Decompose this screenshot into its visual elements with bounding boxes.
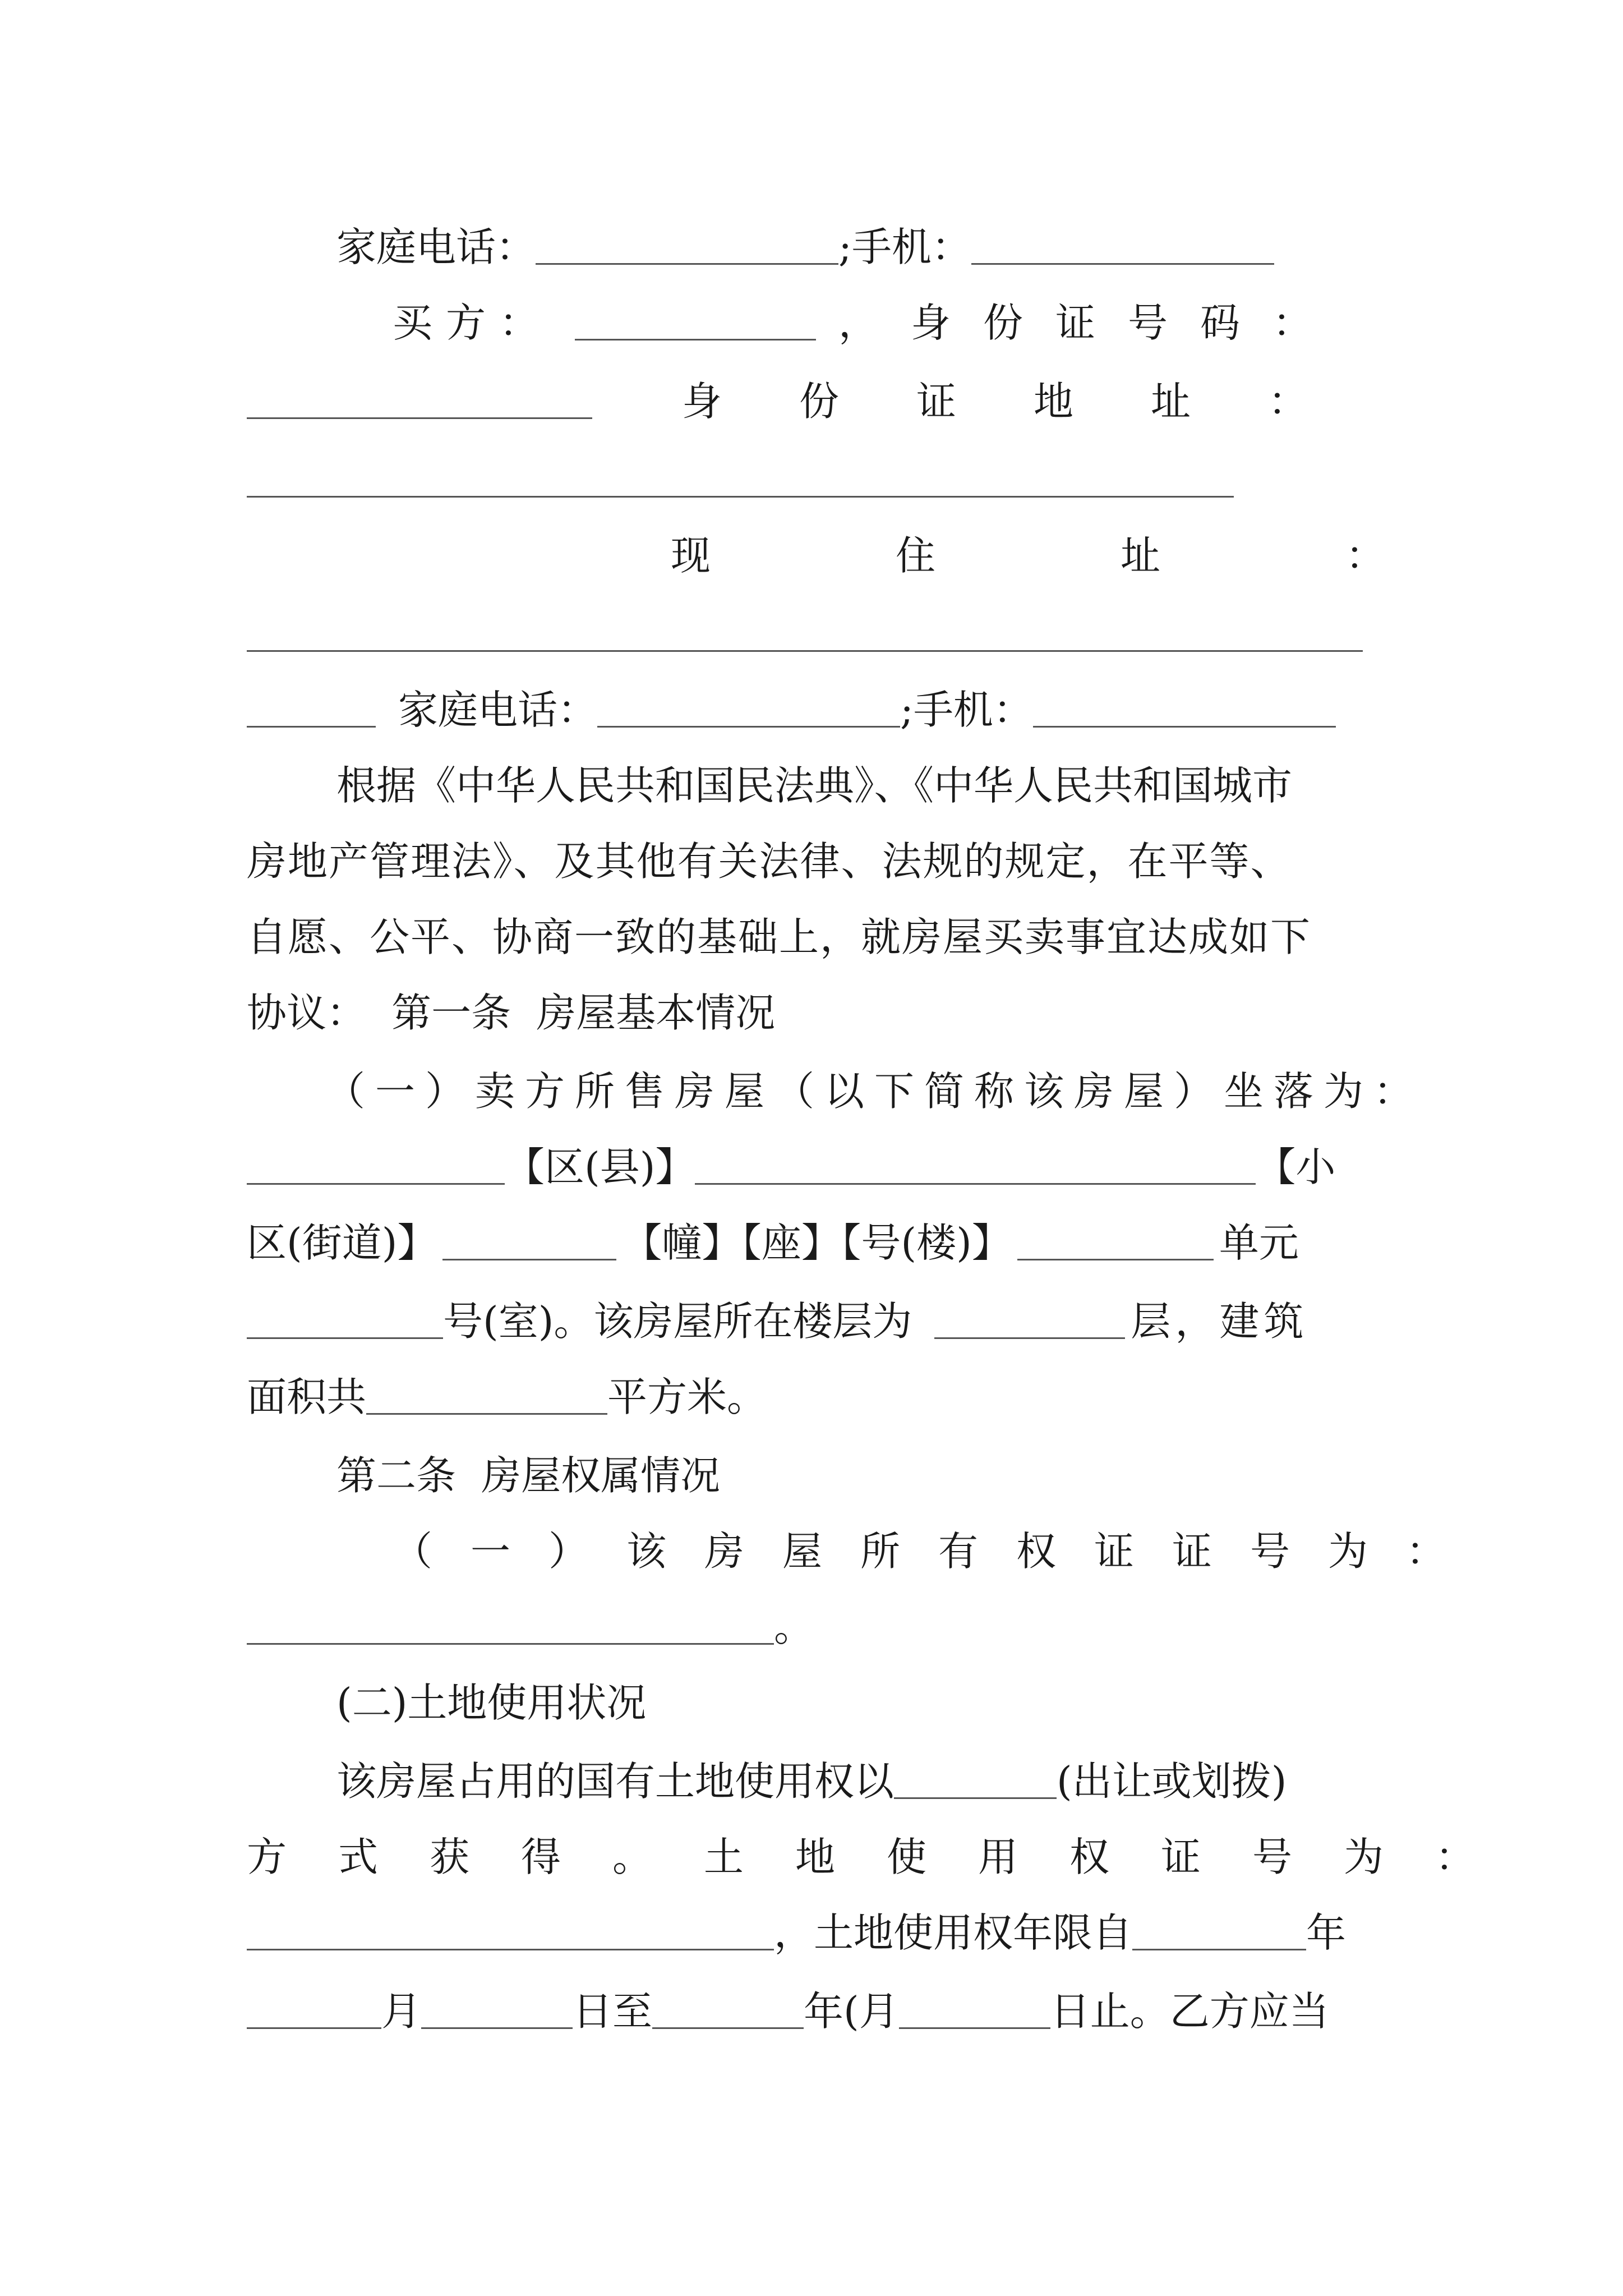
buyer-id-number-label: ，身份证号码： [838,300,1345,346]
buyer-current-address-blank [247,611,1363,652]
buyer-id-address-blank-line [247,443,1385,510]
area-prefix: 面积共 [247,1374,367,1420]
home-phone-blank [536,224,838,265]
mobile-label: ;手机： [838,224,971,270]
land-cert-blank [247,1910,774,1950]
year-label: 年 [1306,1910,1347,1956]
land-method-blank [894,1758,1057,1799]
land-line3-mid: ，土地使用权年限自 [774,1910,1133,1956]
floor-blank [934,1298,1125,1339]
buyer-current-address-label: 现住址： [670,532,1570,579]
unit-label: 单元 [1219,1220,1299,1266]
district-blank [695,1144,1256,1185]
article2-land-line-2: 方式获得。土地使用权证号为： [247,1834,1527,1880]
mobile-blank [971,224,1274,265]
day-end-label: 日止。乙方应当 [1050,1988,1329,2035]
community-label-part2: 区(街道)】 [247,1220,437,1266]
cert-blank [247,1604,774,1645]
area-suffix: 平方米。 [607,1374,767,1420]
buyer-current-address-line [247,519,1570,586]
article2-cert-line [247,1590,1385,1658]
preamble-line-1: 根据《中华人民共和国民法典》、《中华人民共和国城市 [336,762,1293,809]
community-blank [442,1220,616,1260]
buyer-id-address-line [247,365,1385,432]
preamble-line-3: 自愿、公平、协商一致的基础上，就房屋买卖事宜达成如下 [247,914,1312,960]
buyer-label: 买方： [393,300,553,346]
buyer-mobile-label: ;手机： [900,687,1033,733]
article1-district-line [247,1130,1385,1198]
preamble-line-2: 房地产管理法》、及其他有关法律、法规的规定，在平等、 [247,838,1292,885]
year-month-label: 年(月 [804,1988,899,2035]
buyer-contact-line [247,673,1385,740]
land-line1-suffix: (出让或划拨) [1057,1758,1287,1805]
home-phone-label: 家庭电话： [336,224,536,270]
unit-blank [247,1298,443,1339]
buyer-line [247,286,1385,353]
buyer-id-number-blank [247,378,592,419]
district-label: 【区(县)】 [505,1144,695,1190]
area-blank [366,1374,607,1415]
room-label: 号(室)。该房屋所在楼层为 [443,1298,912,1345]
buyer-id-address-blank [247,457,1234,498]
buyer-current-address-blank-line [247,597,1385,665]
month-label: 月 [381,1988,422,2035]
buyer-home-phone-label: 家庭电话： [398,687,598,733]
cert-end: 。 [774,1604,814,1650]
article1-area-line [247,1360,1385,1428]
article1-location-intro: （一）卖方所售房屋（以下简称该房屋）坐落为： [325,1068,1424,1115]
article2-land-line-4 [247,1975,1385,2042]
start-day-blank [421,1988,573,2029]
day-to-label: 日至 [573,1988,653,2035]
community-label-part1: 【小 [1256,1144,1336,1190]
building-label: 【幢】【座】【号(楼)】 [622,1220,1012,1266]
buyer-home-phone-blank [597,687,900,728]
preamble-line-4: 协议： 第一条 房屋基本情况 [247,990,776,1036]
buyer-mobile-blank [1033,687,1336,728]
start-year-blank [1132,1910,1306,1950]
article1-room-line [247,1285,1385,1352]
buyer-id-address-label: 身份证地址： [681,378,1385,425]
land-line1-prefix: 该房屋占用的国有土地使用权以 [336,1758,895,1805]
building-blank [1017,1220,1214,1260]
floor-label: 层，建筑 [1131,1298,1308,1345]
buyer-address-tail-blank [247,687,376,728]
article2-title: 第二条 房屋权属情况 [336,1452,721,1499]
article1-building-line [247,1206,1385,1273]
buyer-name-blank [575,300,816,341]
city-blank [247,1144,505,1185]
article2-cert-label: （一）该房屋所有权证证号为： [393,1528,1484,1575]
article2-land-line-1 [247,1745,1385,1812]
end-day-blank [899,1988,1050,2029]
start-month-blank [247,1988,381,2029]
article2-land-title: (二)土地使用状况 [336,1680,647,1726]
end-year-blank [652,1988,804,2029]
article2-land-line-3 [247,1896,1385,1963]
seller-contact-line [247,210,1385,278]
